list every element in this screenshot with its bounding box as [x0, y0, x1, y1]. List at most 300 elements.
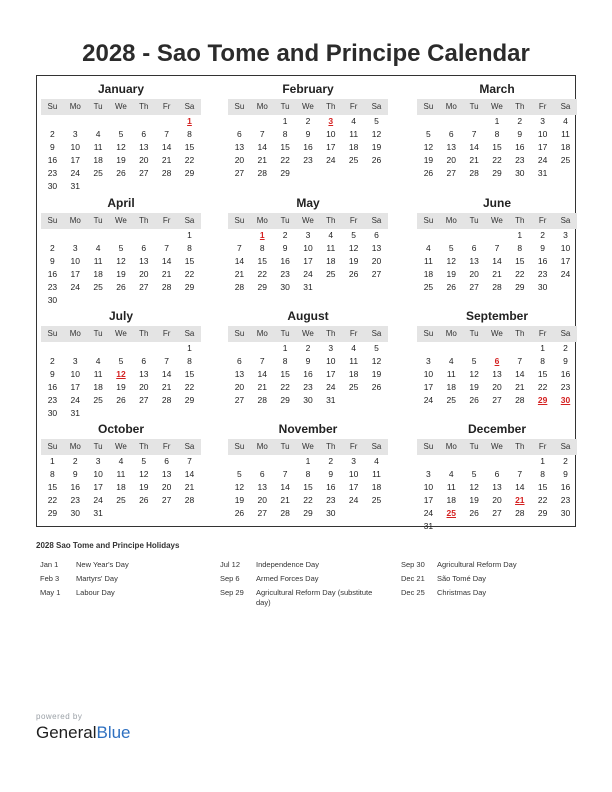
day-cell: 9 [305, 129, 311, 139]
day-cell: 10 [326, 129, 336, 139]
day-cell: 15 [515, 256, 525, 266]
empty-day-cell [132, 229, 155, 242]
page-title: 2028 - Sao Tome and Principe Calendar [82, 40, 530, 67]
week-row [228, 355, 388, 368]
weekday-label: Tu [469, 216, 479, 225]
day-cell: 22 [280, 155, 290, 165]
weekday-label: Tu [469, 329, 479, 338]
week-row [228, 167, 388, 180]
weekday-label: Sa [184, 216, 195, 225]
empty-day-cell [508, 520, 531, 533]
day-cell: 27 [446, 168, 456, 178]
week-row [228, 141, 388, 154]
week-row [228, 154, 388, 167]
holiday-date: Feb 3 [40, 574, 60, 583]
month-april [41, 195, 201, 307]
weekday-label: Tu [280, 329, 290, 338]
holiday-item [401, 588, 561, 598]
empty-day-cell [440, 520, 463, 533]
day-cell: 26 [371, 382, 382, 392]
empty-day-cell [87, 407, 110, 420]
holiday-date: Jan 1 [40, 560, 59, 569]
day-cell: 20 [492, 495, 502, 505]
week-row [228, 281, 388, 294]
day-cell: 28 [257, 395, 267, 405]
weekday-label: We [302, 216, 314, 225]
day-cell: 21 [161, 155, 172, 165]
day-cell: 4 [448, 356, 454, 366]
day-cell: 8 [305, 469, 311, 479]
day-cell: 13 [257, 482, 267, 492]
weekday-header [417, 213, 577, 229]
day-cell: 13 [469, 256, 479, 266]
day-cell: 2 [305, 116, 311, 126]
empty-day-cell [417, 455, 440, 468]
empty-day-cell [110, 115, 133, 128]
day-cell: 31 [423, 521, 434, 531]
day-cell: 20 [139, 155, 149, 165]
week-row [41, 468, 201, 481]
day-cell: 12 [139, 469, 149, 479]
weekday-label: We [302, 329, 314, 338]
day-cell: 21 [161, 382, 172, 392]
day-cell: 14 [257, 142, 267, 152]
day-cell: 9 [72, 469, 78, 479]
day-cell: 5 [374, 343, 379, 353]
day-cell: 25 [93, 282, 103, 292]
empty-day-cell [110, 407, 133, 420]
day-cell: 10 [560, 243, 571, 253]
month-march [417, 81, 577, 180]
day-cell: 5 [426, 129, 431, 139]
day-cell: 15 [184, 142, 195, 152]
week-row [41, 154, 201, 167]
day-cell: 7 [471, 129, 477, 139]
day-cell: 26 [446, 282, 456, 292]
day-cell: 13 [446, 142, 456, 152]
weekday-label: Th [515, 329, 525, 338]
day-cell: 30 [47, 295, 58, 305]
weekday-label: Mo [445, 329, 457, 338]
day-cell: 16 [560, 482, 571, 492]
day-cell: 6 [141, 129, 147, 139]
day-cell: 5 [118, 243, 124, 253]
day-cell: 29 [280, 395, 290, 405]
day-cell: 22 [257, 269, 267, 279]
day-cell: 3 [305, 230, 311, 240]
week-row [228, 268, 388, 281]
day-cell: 15 [184, 369, 195, 379]
weekday-label: Sa [371, 442, 382, 451]
day-cell: 30 [47, 181, 58, 191]
day-cell: 25 [116, 495, 126, 505]
day-cell: 10 [70, 256, 80, 266]
month-name: December [467, 422, 527, 436]
weekday-label: Su [47, 442, 58, 451]
empty-day-cell [342, 507, 365, 520]
day-cell: 6 [374, 230, 379, 240]
day-cell: 18 [348, 142, 359, 152]
week-row [228, 455, 388, 468]
month-name: May [296, 196, 320, 210]
weekday-label: Tu [280, 102, 290, 111]
weekday-label: Th [326, 102, 336, 111]
day-cell: 19 [116, 269, 126, 279]
week-row [41, 167, 201, 180]
weekday-label: Su [423, 442, 434, 451]
month-name: August [287, 309, 329, 323]
day-cell: 13 [492, 369, 502, 379]
day-cell: 7 [164, 356, 169, 366]
day-cell: 14 [161, 142, 172, 152]
weekday-label: Tu [93, 442, 103, 451]
empty-day-cell [251, 115, 274, 128]
empty-day-cell [87, 115, 110, 128]
day-cell: 3 [540, 116, 545, 126]
day-cell: 16 [326, 482, 336, 492]
weekday-label: Th [139, 216, 149, 225]
holiday-item [220, 588, 380, 608]
weekday-label: We [491, 102, 503, 111]
day-cell: 28 [515, 395, 525, 405]
weekday-label: Fr [349, 442, 358, 451]
holiday-list-column [401, 560, 561, 602]
day-cell: 7 [517, 356, 523, 366]
day-cell: 9 [328, 469, 334, 479]
day-cell: 29 [184, 168, 195, 178]
day-cell: 4 [95, 356, 101, 366]
weekday-header [417, 326, 577, 342]
day-cell: 5 [141, 456, 147, 466]
day-cell: 9 [563, 469, 568, 479]
day-cell: 17 [423, 495, 434, 505]
day-cell: 3 [351, 456, 356, 466]
day-cell: 17 [348, 482, 359, 492]
weekday-label: Su [423, 102, 434, 111]
powered-by-text: powered by [36, 712, 83, 721]
week-row [417, 468, 577, 481]
day-cell: 9 [50, 142, 55, 152]
month-name: March [479, 82, 515, 96]
day-cell: 18 [116, 482, 126, 492]
day-cell: 26 [371, 155, 382, 165]
weekday-label: We [115, 216, 127, 225]
day-cell: 14 [161, 369, 172, 379]
day-cell: 21 [184, 482, 195, 492]
day-cell: 16 [280, 256, 290, 266]
day-cell: 19 [423, 155, 434, 165]
day-cell: 31 [326, 395, 336, 405]
weekday-label: Tu [93, 102, 103, 111]
day-cell: 12 [348, 243, 359, 253]
week-row [417, 455, 577, 468]
day-cell: 27 [139, 168, 149, 178]
day-cell: 10 [326, 356, 336, 366]
day-cell: 7 [282, 469, 288, 479]
holiday-name: São Tomé Day [437, 574, 487, 583]
empty-day-cell [417, 342, 440, 355]
weekday-label: Mo [256, 442, 268, 451]
day-cell: 19 [348, 256, 359, 266]
weekday-label: Mo [445, 442, 457, 451]
day-cell: 15 [280, 142, 290, 152]
day-cell: 17 [537, 142, 548, 152]
holiday-list-column [220, 560, 380, 612]
day-cell: 8 [187, 243, 192, 253]
week-row [417, 381, 577, 394]
weekday-label: Th [326, 329, 336, 338]
day-cell: 20 [234, 155, 245, 165]
month-june [417, 195, 577, 294]
weekday-header [228, 439, 388, 455]
empty-day-cell [178, 294, 201, 307]
empty-day-cell [365, 394, 388, 407]
empty-day-cell [155, 507, 178, 520]
day-cell: 31 [70, 181, 80, 191]
week-row [41, 507, 201, 520]
empty-day-cell [155, 294, 178, 307]
empty-day-cell [155, 180, 178, 193]
weekday-label: Su [234, 102, 245, 111]
day-cell: 3 [95, 456, 101, 466]
week-row [417, 368, 577, 381]
weekday-label: Su [234, 329, 245, 338]
day-cell: 20 [234, 382, 245, 392]
weekday-header [417, 99, 577, 115]
day-cell: 8 [517, 243, 523, 253]
weekday-label: Su [234, 442, 245, 451]
day-cell: 25 [446, 395, 456, 405]
empty-day-cell [41, 342, 64, 355]
day-cell: 6 [164, 456, 169, 466]
day-cell: 16 [47, 269, 58, 279]
empty-day-cell [228, 229, 251, 242]
holiday-date: May 1 [40, 588, 61, 597]
day-cell: 26 [469, 395, 479, 405]
day-cell: 29 [492, 168, 502, 178]
week-row [417, 355, 577, 368]
day-cell: 29 [537, 508, 548, 518]
day-cell: 1 [282, 116, 288, 126]
week-row [417, 481, 577, 494]
empty-day-cell [178, 507, 201, 520]
empty-day-cell [365, 167, 388, 180]
empty-day-cell [41, 115, 64, 128]
week-row [228, 381, 388, 394]
day-cell: 17 [70, 382, 80, 392]
day-cell: 19 [116, 382, 126, 392]
empty-day-cell [463, 342, 486, 355]
day-cell: 2 [50, 129, 55, 139]
day-cell: 5 [471, 469, 477, 479]
week-row [417, 281, 577, 294]
weekday-label: Sa [560, 102, 571, 111]
day-cell: 18 [93, 269, 103, 279]
day-cell: 29 [280, 168, 290, 178]
day-cell: 25 [348, 382, 359, 392]
day-cell: 8 [540, 469, 545, 479]
weekday-label: Su [47, 216, 58, 225]
day-cell: 20 [371, 256, 382, 266]
holiday-item [40, 560, 200, 570]
day-cell: 10 [423, 482, 434, 492]
day-cell: 16 [70, 482, 80, 492]
day-cell: 11 [349, 129, 359, 139]
weekday-label: Tu [280, 216, 290, 225]
day-cell: 8 [187, 356, 192, 366]
weekday-label: We [491, 442, 503, 451]
day-cell: 9 [540, 243, 545, 253]
weekday-label: Mo [256, 329, 268, 338]
empty-day-cell [64, 115, 87, 128]
holiday-date: Sep 6 [220, 574, 240, 583]
day-cell: 5 [471, 356, 477, 366]
day-cell: 8 [259, 243, 265, 253]
day-cell: 14 [492, 256, 502, 266]
empty-day-cell [110, 180, 133, 193]
weekday-label: Sa [371, 329, 382, 338]
empty-day-cell [155, 115, 178, 128]
weekday-label: Sa [371, 216, 382, 225]
day-cell: 8 [282, 129, 288, 139]
day-cell: 20 [446, 155, 456, 165]
day-cell: 21 [469, 155, 479, 165]
day-cell: 28 [492, 282, 502, 292]
empty-day-cell [132, 507, 155, 520]
day-cell: 6 [471, 243, 477, 253]
weekday-label: Su [423, 216, 434, 225]
weekday-header [417, 439, 577, 455]
empty-day-cell [41, 229, 64, 242]
day-cell: 24 [423, 508, 434, 518]
holidays-title: 2028 Sao Tome and Principe Holidays [36, 541, 180, 550]
day-cell: 3 [72, 243, 78, 253]
day-cell: 2 [328, 456, 334, 466]
day-cell: 18 [93, 382, 103, 392]
day-cell: 5 [351, 230, 356, 240]
day-cell: 27 [161, 495, 172, 505]
day-cell: 13 [234, 142, 245, 152]
holiday-name: New Year's Day [76, 560, 129, 569]
day-cell: 25 [560, 155, 571, 165]
weekday-header [228, 213, 388, 229]
day-cell: 15 [184, 256, 195, 266]
empty-day-cell [342, 281, 365, 294]
day-cell: 21 [492, 269, 502, 279]
week-row [228, 255, 388, 268]
day-cell: 4 [95, 129, 101, 139]
day-cell: 7 [237, 243, 242, 253]
day-cell: 12 [116, 256, 126, 266]
empty-day-cell [440, 342, 463, 355]
weekday-label: We [115, 102, 127, 111]
holiday-item [220, 560, 380, 570]
empty-day-cell [486, 342, 509, 355]
weekday-header [228, 326, 388, 342]
day-cell: 4 [448, 469, 454, 479]
weekday-label: Th [515, 216, 525, 225]
day-cell: 28 [469, 168, 479, 178]
week-row [417, 128, 577, 141]
day-cell: 10 [70, 369, 80, 379]
weekday-label: Tu [93, 329, 103, 338]
holiday-item [401, 574, 561, 584]
empty-day-cell [132, 342, 155, 355]
empty-day-cell [87, 342, 110, 355]
month-july [41, 308, 201, 420]
month-may [228, 195, 388, 294]
week-row [41, 381, 201, 394]
day-cell: 24 [348, 495, 359, 505]
week-row [417, 507, 577, 520]
brand-name [36, 723, 131, 743]
day-cell: 14 [257, 369, 267, 379]
day-cell: 24 [70, 395, 80, 405]
day-cell: 14 [469, 142, 479, 152]
day-cell: 1 [540, 456, 545, 466]
month-september [417, 308, 577, 407]
holiday-day-cell: 6 [494, 356, 500, 366]
day-cell: 26 [116, 282, 126, 292]
day-cell: 30 [560, 508, 571, 518]
week-row [417, 242, 577, 255]
day-cell: 12 [116, 142, 126, 152]
day-cell: 8 [50, 469, 55, 479]
day-cell: 17 [70, 155, 80, 165]
day-cell: 16 [47, 382, 58, 392]
week-row [41, 128, 201, 141]
weekday-label: Th [326, 216, 336, 225]
day-cell: 23 [70, 495, 80, 505]
weekday-header [228, 99, 388, 115]
week-row [228, 468, 388, 481]
day-cell: 6 [259, 469, 265, 479]
day-cell: 31 [537, 168, 548, 178]
empty-day-cell [155, 229, 178, 242]
day-cell: 16 [303, 369, 313, 379]
weekday-label: Fr [162, 216, 171, 225]
weekday-header [41, 439, 201, 455]
day-cell: 30 [515, 168, 525, 178]
day-cell: 28 [257, 168, 267, 178]
weekday-label: Fr [538, 442, 547, 451]
day-cell: 18 [560, 142, 571, 152]
day-cell: 31 [70, 408, 80, 418]
day-cell: 18 [326, 256, 336, 266]
empty-day-cell [463, 115, 486, 128]
empty-day-cell [417, 115, 440, 128]
day-cell: 22 [537, 382, 548, 392]
weekday-label: Mo [445, 102, 457, 111]
holiday-name: Labour Day [76, 588, 115, 597]
empty-day-cell [319, 167, 342, 180]
day-cell: 9 [517, 129, 523, 139]
day-cell: 8 [494, 129, 500, 139]
empty-day-cell [417, 229, 440, 242]
month-name: October [97, 422, 144, 436]
day-cell: 11 [93, 369, 103, 379]
day-cell: 6 [237, 129, 242, 139]
weekday-label: Sa [560, 329, 571, 338]
day-cell: 1 [540, 343, 545, 353]
weekday-label: Th [139, 102, 149, 111]
weekday-label: Sa [560, 216, 571, 225]
day-cell: 9 [50, 369, 55, 379]
empty-day-cell [132, 180, 155, 193]
weekday-label: Fr [538, 329, 547, 338]
week-row [41, 180, 201, 193]
day-cell: 19 [371, 142, 382, 152]
